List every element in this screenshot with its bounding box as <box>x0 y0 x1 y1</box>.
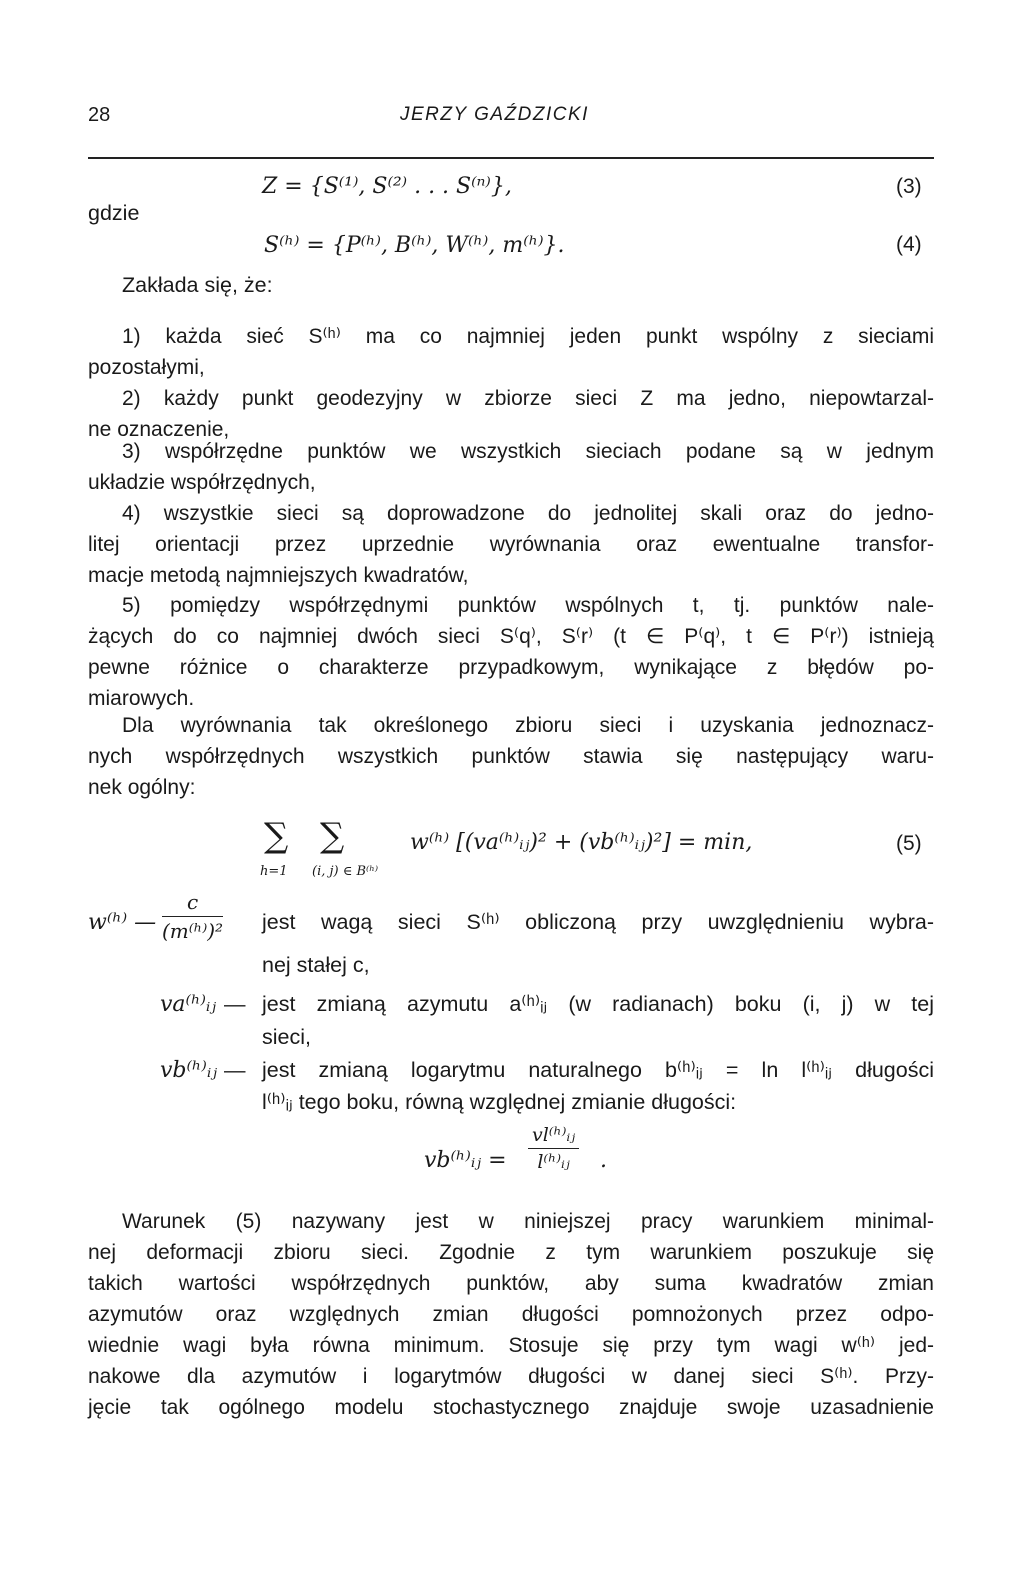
paragraph-line: takich wartości współrzędnych punktów, aby suma kwadratów zmian <box>88 1272 934 1295</box>
def-vb-text-line2: l⁽ʰ⁾ᵢⱼ tego boku, równą względnej zmianie długości: <box>262 1090 737 1114</box>
assumption-4-line: litej orientacji przez uprzednie wyrównania oraz ewentualne transfor- <box>88 533 934 556</box>
def-va-symbol: va⁽ʰ⁾ᵢⱼ <box>160 992 217 1017</box>
paragraph-line: jęcie tak ogólnego modelu stochastycznego znajduje swoje uzasadnienie <box>88 1396 934 1419</box>
def-va-dash: — <box>224 992 246 1016</box>
equation-5-body: w⁽ʰ⁾ [(va⁽ʰ⁾ᵢⱼ)² + (vb⁽ʰ⁾ᵢⱼ)²] = min, <box>410 830 753 855</box>
assumption-2-line: ne oznaczenie, <box>88 418 230 441</box>
equation-5-number: (5) <box>896 832 922 855</box>
paragraph-warunek <box>88 1206 934 1423</box>
sum-over-h-limit: h=1 <box>260 864 288 879</box>
equation-4: S⁽ʰ⁾ = {P⁽ʰ⁾, B⁽ʰ⁾, W⁽ʰ⁾, m⁽ʰ⁾}. <box>264 233 565 258</box>
assumption-4-line: macje metodą najmniejszych kwadratów, <box>88 564 469 587</box>
assumption-4 <box>88 498 934 591</box>
def-w-text-line2: nej stałej c, <box>262 953 370 977</box>
def-w-text-line1: jest wagą sieci S⁽ʰ⁾ obliczoną przy uwzględnieniu wybra- <box>262 910 934 934</box>
paragraph-line: Dla wyrównania tak określonego zbioru sieci i uzyskania jednoznacz- <box>122 714 934 737</box>
paragraph-line: nych współrzędnych wszystkich punktów stawia się następujący waru- <box>88 745 934 768</box>
equation-vb-denominator: l⁽ʰ⁾ᵢⱼ <box>537 1151 570 1173</box>
assumption-2-line: 2) każdy punkt geodezyjny w zbiorze sieci Z ma jedno, niepowtarzal- <box>122 387 934 410</box>
assumption-4-line: 4) wszystkie sieci są doprowadzone do jednolitej skali oraz do jedno- <box>122 502 934 525</box>
paragraph-line: nej deformacji zbioru sieci. Zgodnie z tym warunkiem poszukuje się <box>88 1241 934 1264</box>
assumption-3-line: 3) współrzędne punktów we wszystkich sieciach podane są w jednym <box>122 440 934 463</box>
def-vb-symbol: vb⁽ʰ⁾ᵢⱼ <box>160 1058 218 1083</box>
equation-3-number: (3) <box>896 175 922 198</box>
def-vb-text-line1: jest zmianą logarytmu naturalnego b⁽ʰ⁾ᵢⱼ = ln l⁽ʰ⁾ᵢⱼ długości <box>262 1058 934 1082</box>
header-rule <box>88 157 934 159</box>
assumption-5-line: pewne różnice o charakterze przypadkowym, wynikające z błędów po- <box>88 656 934 679</box>
def-w-symbol: w⁽ʰ⁾ — <box>88 910 157 935</box>
assumption-1-line: 1) każda sieć S⁽ʰ⁾ ma co najmniej jeden punkt wspólny z sieciami <box>122 325 934 348</box>
assumption-5 <box>88 590 934 714</box>
equation-vb-fraction <box>528 1124 579 1173</box>
equation-3: Z = {S⁽¹⁾, S⁽²⁾ . . . S⁽ⁿ⁾}, <box>262 174 512 199</box>
paragraph-line: Warunek (5) nazywany jest w niniejszej pracy warunkiem minimal- <box>122 1210 934 1233</box>
assumption-5-line: miarowych. <box>88 687 195 710</box>
sum-over-h: ∑ <box>264 816 289 856</box>
equation-vb-lhs: vb⁽ʰ⁾ᵢⱼ = <box>424 1148 507 1173</box>
def-w-fraction <box>162 890 223 943</box>
def-va-text-line1: jest zmianą azymutu a⁽ʰ⁾ᵢⱼ (w radianach) boku (i, j) w tej <box>262 992 934 1016</box>
assumption-5-line: 5) pomiędzy współrzędnymi punktów wspólnych t, tj. punktów nale- <box>122 594 934 617</box>
assumption-3 <box>88 436 934 498</box>
assumption-5-line: żących do co najmniej dwóch sieci S⁽q⁾, S⁽r⁾ (t ∈ P⁽q⁾, t ∈ P⁽r⁾) istnieją <box>88 625 934 648</box>
paragraph-condition-intro <box>88 710 934 803</box>
zaklada-label: Zakłada się, że: <box>122 273 273 297</box>
def-w-numerator: c <box>162 890 223 917</box>
sum-over-ij: ∑ <box>320 816 345 856</box>
paragraph-line: wiednie wagi była równa minimum. Stosuje się przy tym wagi w⁽ʰ⁾ jed- <box>88 1334 934 1357</box>
running-title: JERZY GAŹDZICKI <box>400 104 589 125</box>
paragraph-line: nek ogólny: <box>88 776 196 799</box>
assumption-3-line: układzie współrzędnych, <box>88 471 316 494</box>
gdzie-label: gdzie <box>88 201 140 225</box>
paragraph-line: azymutów oraz względnych zmian długości pomnożonych przez odpo- <box>88 1303 934 1326</box>
paragraph-line: nakowe dla azymutów i logarytmów długości w danej sieci S⁽ʰ⁾. Przy- <box>88 1365 934 1388</box>
equation-vb-period: . <box>600 1148 607 1173</box>
equation-4-number: (4) <box>896 233 922 256</box>
def-w-denominator: (m⁽ʰ⁾)² <box>162 919 224 943</box>
equation-vb-numerator: vl⁽ʰ⁾ᵢⱼ <box>528 1124 579 1149</box>
assumption-1 <box>88 321 934 383</box>
assumption-1-line: pozostałymi, <box>88 356 205 379</box>
page-number: 28 <box>88 104 111 126</box>
sum-over-ij-limit: (i, j) ∈ B⁽ʰ⁾ <box>312 864 379 879</box>
def-va-text-line2: sieci, <box>262 1025 311 1049</box>
def-vb-dash: — <box>224 1058 246 1082</box>
